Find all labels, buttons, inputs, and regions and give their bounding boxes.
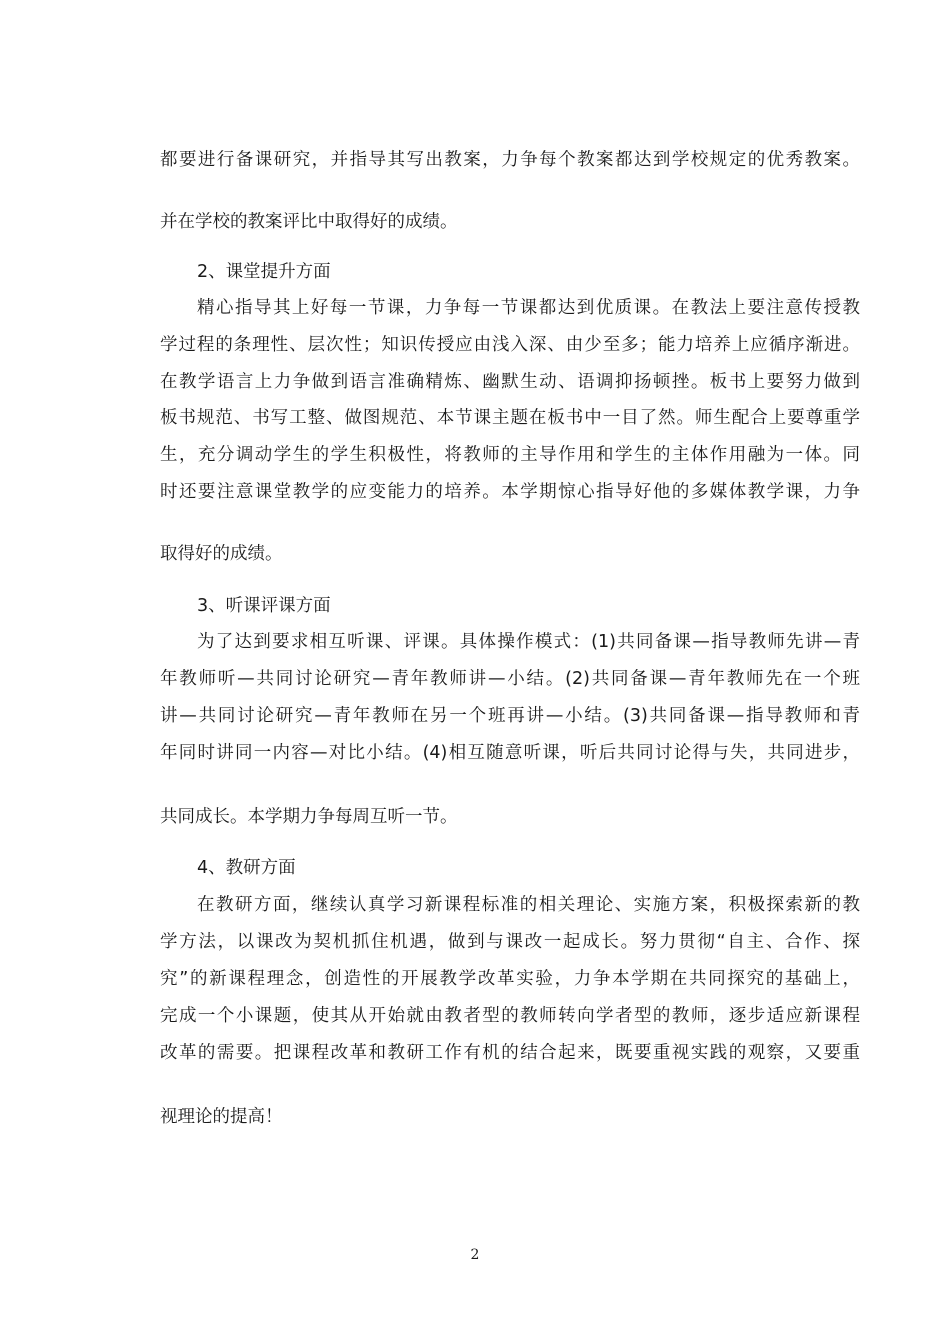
paragraph-line: 视理论的提高！ — [160, 1107, 283, 1127]
paragraph-line: 究”的新课程理念，创造性的开展教学改革实验，力争本学期在共同探究的基础上， — [160, 969, 860, 989]
section-heading-research: 4、教研方面 — [197, 858, 296, 878]
paragraph-line: 生，充分调动学生的学生积极性，将教师的主导作用和学生的主体作用融为一体。同 — [160, 445, 860, 465]
paragraph-line: 年教师听—共同讨论研究—青年教师讲—小结。(2)共同备课—青年教师先在一个班 — [160, 669, 860, 689]
section-heading-observation: 3、听课评课方面 — [197, 596, 331, 616]
paragraph-line: 板书规范、书写工整、做图规范、本节课主题在板书中一目了然。师生配合上要尊重学 — [160, 408, 860, 428]
paragraph-line: 学方法，以课改为契机抓住机遇，做到与课改一起成长。努力贯彻“自主、合作、探 — [160, 932, 860, 952]
paragraph-line: 并在学校的教案评比中取得好的成绩。 — [160, 212, 458, 232]
section-heading-classroom: 2、课堂提升方面 — [197, 262, 331, 282]
paragraph-line: 完成一个小课题，使其从开始就由教者型的教师转向学者型的教师，逐步适应新课程 — [160, 1006, 860, 1026]
page-number: 2 — [470, 1247, 480, 1263]
paragraph-line: 共同成长。本学期力争每周互听一节。 — [160, 807, 458, 827]
paragraph-line: 时还要注意课堂教学的应变能力的培养。本学期惊心指导好他的多媒体教学课，力争 — [160, 482, 860, 502]
paragraph-line: 学过程的条理性、层次性；知识传授应由浅入深、由少至多；能力培养上应循序渐进。 — [160, 335, 860, 355]
paragraph-line: 在教研方面，继续认真学习新课程标准的相关理论、实施方案，积极探索新的教 — [197, 895, 860, 915]
paragraph-line: 改革的需要。把课程改革和教研工作有机的结合起来，既要重视实践的观察，又要重 — [160, 1043, 860, 1063]
paragraph-line: 都要进行备课研究，并指导其写出教案，力争每个教案都达到学校规定的优秀教案。 — [160, 150, 860, 170]
paragraph-line: 年同时讲同一内容—对比小结。(4)相互随意听课，听后共同讨论得与失，共同进步， — [160, 743, 860, 763]
paragraph-line: 讲—共同讨论研究—青年教师在另一个班再讲—小结。(3)共同备课—指导教师和青 — [160, 706, 860, 726]
paragraph-line: 取得好的成绩。 — [160, 544, 283, 564]
paragraph-line: 为了达到要求相互听课、评课。具体操作模式：(1)共同备课—指导教师先讲—青 — [197, 632, 860, 652]
paragraph-line: 在教学语言上力争做到语言准确精炼、幽默生动、语调抑扬顿挫。板书上要努力做到 — [160, 372, 860, 392]
paragraph-line: 精心指导其上好每一节课，力争每一节课都达到优质课。在教法上要注意传授教 — [197, 298, 860, 318]
